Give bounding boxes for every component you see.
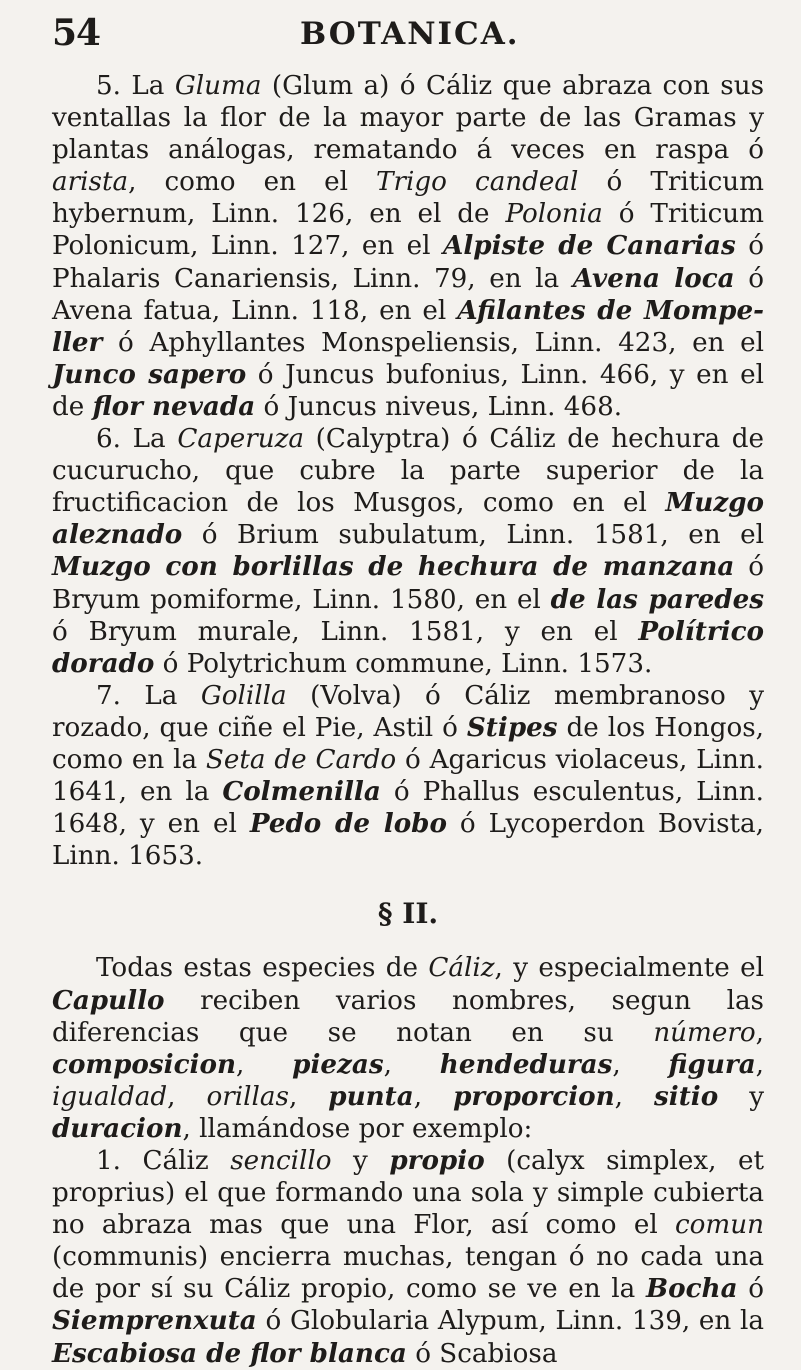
- page-number: 54: [52, 12, 101, 54]
- text-run: 1. Cáliz: [96, 1146, 231, 1176]
- term-punta: punta: [328, 1080, 414, 1112]
- running-title: BOTANICA.: [300, 16, 520, 52]
- text-run: (Volva) ó Cáliz membranoso y rozado, que ciñe el Pie, Astil ó: [52, 680, 765, 743]
- term-politrico: Polítrico dorado: [52, 615, 764, 679]
- text-run: ó Lycoperdon Bovista, Linn. 1653.: [52, 809, 764, 872]
- text-run: reciben varios nombres, segun las diferencias que se notan en su: [52, 985, 764, 1048]
- term-paredes: de las paredes: [550, 583, 764, 615]
- text-run: (Glum a) ó Cáliz que abraza con sus ventallas la flor de la mayor parte de las Gramas y plantas análogas, rematando á veces en raspa ó: [52, 71, 765, 166]
- text-run: ó Globularia Alypum, Linn. 139, en la: [256, 1306, 764, 1337]
- term-proporcion: proporcion: [453, 1080, 615, 1112]
- term-polonia: Polonia: [505, 199, 603, 230]
- text-run: ó Bryum murale, Linn. 1581, y en el: [52, 616, 639, 647]
- text-run: ó Polytrichum commune, Linn. 1573.: [154, 648, 653, 679]
- term-seta-cardo: Seta de Cardo: [205, 744, 397, 775]
- term-capullo: Capullo: [52, 984, 165, 1016]
- paragraph-1-caliz-sencillo: [52, 1145, 764, 1370]
- text-run: ó Juncus bufonius, Linn. 466, y en el de: [52, 359, 764, 422]
- text-run: (communis) encierra muchas, tengan ó no cada una de por sí su Cáliz propio, como se ve en la: [52, 1242, 764, 1305]
- term-avena-loca: Avena loca: [572, 262, 735, 294]
- term-numero: número: [653, 1017, 756, 1048]
- text-run: ,: [236, 1049, 293, 1080]
- term-alpiste: Alpiste de Canarias: [443, 230, 736, 262]
- term-pedo-lobo: Pedo de lobo: [249, 808, 447, 840]
- book-page: [52, 10, 764, 1370]
- text-run: y: [718, 1081, 765, 1112]
- text-run: ,: [288, 1081, 329, 1112]
- term-piezas: piezas: [292, 1048, 384, 1080]
- text-run: Todas estas especies de: [96, 953, 429, 984]
- text-run: , y especialmente el: [494, 953, 764, 984]
- term-caperuza: Caperuza: [177, 424, 305, 455]
- term-golilla: Golilla: [200, 680, 287, 711]
- term-sencillo: sencillo: [230, 1146, 332, 1176]
- term-junco-sapero: Junco sapero: [52, 358, 247, 390]
- term-flor-nevada: flor nevada: [92, 390, 256, 422]
- term-figura: figura: [668, 1048, 756, 1080]
- text-run: ó Bryum pomiforme, Linn. 1580, en el: [52, 552, 764, 615]
- term-igualdad: igualdad: [52, 1081, 168, 1112]
- text-run: y: [331, 1146, 390, 1176]
- text-run: ó Brium subulatum, Linn. 1581, en el: [182, 520, 764, 551]
- text-run: ó Triticum hybernum, Linn. 126, en el de: [52, 167, 764, 230]
- text-run: 5. La: [96, 71, 175, 101]
- text-run: ,: [755, 1049, 764, 1080]
- text-run: ,: [612, 1049, 669, 1080]
- term-sitio: sitio: [654, 1080, 719, 1112]
- text-run: 6. La: [96, 424, 178, 455]
- term-arista: arista: [52, 167, 129, 198]
- text-run: , llamándose por exemplo:: [182, 1113, 533, 1144]
- term-caliz: Cáliz: [428, 953, 495, 984]
- paragraph-6-caperuza: [52, 423, 764, 680]
- text-run: 7. La: [96, 680, 201, 711]
- term-bocha: Bocha: [645, 1273, 738, 1305]
- text-run: (Calyptra) ó Cáliz de hechura de cucurucho, que cubre la parte superior de la fructificacion de los Musgos, como en el: [52, 424, 765, 519]
- term-orillas: orillas: [206, 1081, 289, 1112]
- term-propio: propio: [389, 1145, 485, 1176]
- text-run: ó Phallus esculentus, Linn. 1648, y en el: [52, 777, 764, 840]
- term-comun: comun: [675, 1210, 764, 1241]
- term-colmenilla: Colmenilla: [222, 776, 381, 808]
- text-run: ó Scabiosa: [406, 1338, 558, 1369]
- term-escabiosa: Escabiosa de flor blanca: [52, 1337, 407, 1369]
- text-run: ó Aphyllantes Monspeliensis, Linn. 423, en el: [102, 327, 764, 358]
- term-gluma: Gluma: [174, 71, 262, 101]
- running-head: [52, 10, 764, 70]
- text-run: ó: [737, 1274, 764, 1305]
- text-run: ó Triticum Polonicum, Linn. 127, en el: [52, 199, 764, 262]
- term-muzgo-borlillas: Muzgo con borlillas de hechura de manzana: [52, 551, 735, 583]
- text-run: ó Phalaris Canariensis, Linn. 79, en la: [52, 231, 764, 294]
- term-stipes: Stipes: [466, 711, 558, 743]
- text-run: ,: [413, 1081, 454, 1112]
- text-run: ó Juncus niveus, Linn. 468.: [255, 391, 623, 422]
- term-duracion: duracion: [52, 1112, 183, 1144]
- body-text: [52, 70, 764, 1370]
- text-run: de los Hongos, como en la: [52, 712, 765, 775]
- text-run: ,: [383, 1049, 440, 1080]
- term-afilantes: Afilantes de Mompe-ller: [52, 294, 764, 358]
- text-run: ó Avena fatua, Linn. 118, en el: [52, 263, 765, 326]
- term-nxuta: nxuta: [174, 1305, 257, 1337]
- term-trigo-candeal: Trigo candeal: [376, 167, 579, 198]
- paragraph-intro: [52, 952, 764, 1145]
- text-run: ,: [755, 1017, 764, 1048]
- text-run: , como en el: [128, 167, 377, 198]
- text-run: ó Agaricus violaceus, Linn. 1641, en la: [52, 744, 764, 808]
- text-run: (calyx simplex, et proprius) el que formando una sola y simple cubierta no abraza mas que una Flor, así como el: [52, 1146, 764, 1241]
- term-siempre: Siempre: [52, 1305, 174, 1337]
- term-muzgo-aleznado: Muzgo aleznado: [52, 487, 764, 551]
- section-heading: § II.: [377, 897, 439, 931]
- paragraph-5-gluma: [52, 70, 764, 423]
- text-run: ,: [614, 1081, 655, 1112]
- text-run: ,: [167, 1081, 207, 1112]
- term-hendeduras: hendeduras: [439, 1048, 613, 1080]
- paragraph-7-golilla: [52, 680, 764, 873]
- term-composicion: composicion: [52, 1048, 236, 1080]
